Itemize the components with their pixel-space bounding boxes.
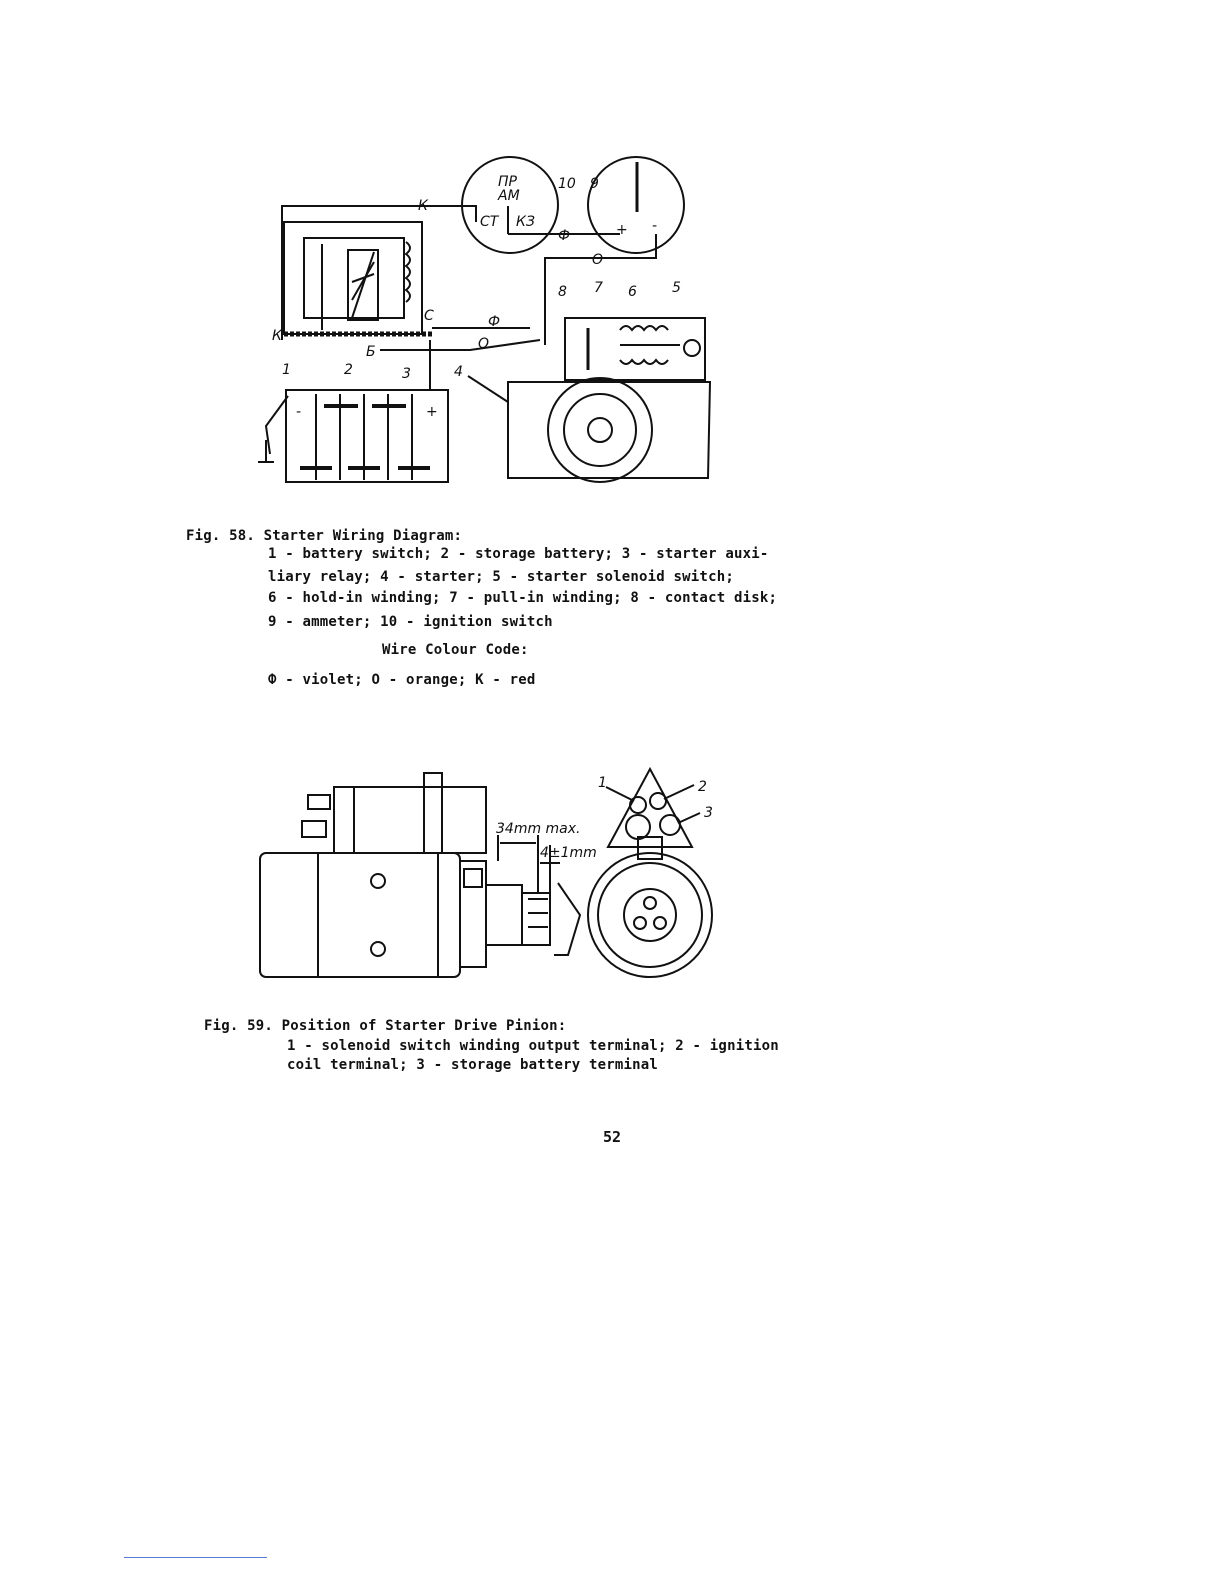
solenoid-switch [334, 787, 486, 853]
wire-colour-code-title: Wire Colour Code: [382, 642, 529, 658]
label-9: 9 [590, 176, 599, 192]
label-ammeter-minus: - [652, 218, 658, 234]
label-st: СТ [480, 214, 499, 230]
label-8: 8 [558, 284, 567, 300]
label-k-top: К [418, 198, 428, 214]
label-o-mid: О [478, 336, 490, 352]
drive-pinion [522, 893, 550, 945]
label-3: 3 [402, 366, 411, 382]
label-5: 5 [672, 280, 681, 296]
fig58-caption-line-4: 9 - ammeter; 10 - ignition switch [268, 614, 553, 630]
label-f-mid: Ф [488, 314, 501, 330]
label-am: АМ [498, 188, 520, 204]
fig59-caption-line-2: coil terminal; 3 - storage battery terminal [287, 1057, 659, 1073]
starter-body [260, 853, 460, 977]
page-number: 52 [602, 1128, 622, 1146]
footnote-rule [124, 1557, 267, 1558]
label-4: 4 [454, 364, 463, 380]
label-o-top: О [592, 252, 604, 268]
starter-wiring-diagram [240, 150, 740, 495]
label-b: Б [366, 344, 376, 360]
label-fig59-3: 3 [704, 805, 713, 821]
fig58-caption-line-2: liary relay; 4 - starter; 5 - starter solenoid switch; [268, 569, 734, 585]
fig58-caption-line-1: 1 - battery switch; 2 - storage battery; 3 - starter auxi- [268, 546, 769, 562]
label-7: 7 [594, 280, 603, 296]
wire-colour-code-line: Ф - violet; О - orange; К - red [268, 672, 536, 688]
label-battery-minus: - [296, 404, 302, 420]
label-fig59-2: 2 [698, 779, 707, 795]
label-fig59-1: 1 [598, 775, 607, 791]
label-10: 10 [558, 176, 576, 192]
label-2: 2 [344, 362, 353, 378]
label-c: С [424, 308, 434, 324]
label-ammeter-plus: + [616, 222, 628, 238]
label-1: 1 [282, 362, 291, 378]
dim-34mm-max: 34mm max. [496, 821, 581, 837]
label-battery-plus: + [426, 404, 438, 420]
dim-4mm: 4±1mm [540, 845, 597, 861]
fig59-caption-title: Fig. 59. Position of Starter Drive Pinion: [204, 1018, 567, 1034]
label-kz: КЗ [516, 214, 535, 230]
label-k-relay: К [272, 328, 282, 344]
label-f-top: Ф [558, 228, 571, 244]
starter-drive-pinion-diagram [238, 765, 718, 997]
label-6: 6 [628, 284, 637, 300]
label-pr: ПР [498, 174, 517, 190]
starter [508, 382, 710, 478]
fig59-caption-line-1: 1 - solenoid switch winding output terminal; 2 - ignition [287, 1038, 779, 1054]
starter-end-view [588, 853, 712, 977]
fig58-caption-line-3: 6 - hold-in winding; 7 - pull-in winding; 8 - contact disk; [268, 590, 778, 606]
battery-switch [266, 396, 288, 454]
fig58-caption-title: Fig. 58. Starter Wiring Diagram: [186, 528, 463, 544]
